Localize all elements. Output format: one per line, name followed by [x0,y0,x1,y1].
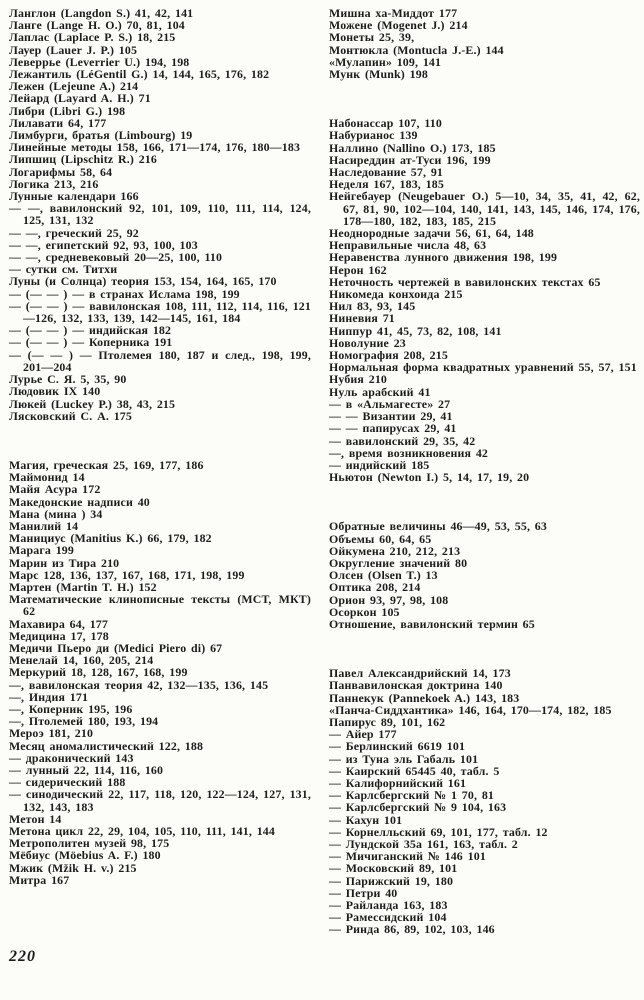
index-group [329,117,640,483]
index-entry: Папирус 89, 101, 162 [329,714,446,729]
index-group [9,459,311,886]
index-entry: Месяц аномалистический 122, 188 [9,738,204,753]
index-entry: Манилий 14 [9,518,79,533]
index-entry: Математические клинописные тексты (МСТ, МКТ) 62 [9,592,311,619]
index-entry: Медичи Пьеро ди (Medici Piero di) 67 [9,640,223,655]
index-entry: Лауер (Lauer J. P.) 105 [9,42,138,57]
index-entry: — Мичиганский № 146 101 [329,849,486,864]
index-entry: — вавилонский 29, 35, 42 [329,433,476,448]
index-entry: —, Птолемей 180, 193, 194 [9,714,159,729]
index-entry: — Ринда 86, 89, 102, 103, 146 [329,922,495,937]
index-entry: Наследование 57, 91 [329,165,444,180]
index-entry: Орион 93, 97, 98, 108 [329,592,449,607]
index-entry: — синодический 22, 117, 118, 120, 122—124, 127, 131, 132, 143, 183 [9,787,311,814]
index-entry: Манициус (Manitius K.) 66, 179, 182 [9,531,212,546]
index-entry: Мартен (Martin T. H.) 152 [9,579,157,594]
index-entry: Набурианос 139 [329,128,418,143]
index-entry: —, вавилонская теория 42, 132—135, 136, 145 [9,677,269,692]
index-entry: Нейгебауер (Neugebauer O.) 5—10, 34, 35, 41, 42, 62, 67, 81, 90, 102—104, 140, 141, 143, 145, 146, 174, 176, 178—180, 182, 183, 185, 215 [329,189,640,228]
index-entry: — Кахун 101 [329,812,403,827]
page-number: 220 [9,948,36,965]
index-entry: Новолуние 23 [329,335,406,350]
index-entry: Логарифмы 58, 64 [9,164,113,179]
index-entry: — (— — ) — Коперника 191 [9,335,173,350]
index-entry: Мунк (Munk) 198 [329,67,428,82]
index-entry: Луны (и Солнца) теория 153, 154, 164, 165, 170 [9,274,277,289]
index-entry: Неоднородные задачи 56, 61, 64, 148 [329,226,534,241]
index-entry: — (— — ) — Птолемея 180, 187 и след., 198, 199, 201—204 [9,347,311,374]
index-entry: Ниневия 71 [329,311,395,326]
index-entry: Македонские надписи 40 [9,494,150,509]
index-entry: Неточность чертежей в вавилонских текстах 65 [329,274,601,289]
index-entry: Нерон 162 [329,262,387,277]
index-entry: Люкей (Luckey P.) 38, 43, 215 [9,396,176,411]
index-entry: — —, средневековый 20—25, 100, 110 [9,250,223,265]
index-entry: Паннекук (Pannekoek A.) 143, 183 [329,690,520,705]
index-group [329,7,640,80]
index-column-left [9,7,311,936]
index-entry: Маймонид 14 [9,470,85,485]
index-entry: Леверрье (Leverrier U.) 194, 198 [9,54,190,69]
index-entry: Осоркон 105 [329,604,400,619]
index-entry: — —, вавилонский 92, 101, 109, 110, 111, 114, 124, 125, 131, 132 [9,201,311,228]
index-entry: Ниппур 41, 45, 73, 82, 108, 141 [329,323,502,338]
index-entry: Мероэ 181, 210 [9,726,94,741]
index-entry: — драконический 143 [9,750,134,765]
index-entry: — лунный 22, 114, 116, 160 [9,762,164,777]
index-entry: Меркурий 18, 128, 167, 168, 199 [9,665,188,680]
index-entry: Лимбурги, братья (Limbourg) 19 [9,128,193,143]
index-entry: Отношение, вавилонский термин 65 [329,616,535,631]
index-entry: — Лундской 35а 161, 163, табл. 2 [329,836,518,851]
index-entry: Павел Александрийский 14, 173 [329,666,511,681]
index-entry: Обратные величины 46—49, 53, 55, 63 [329,519,547,534]
index-entry: Марин из Тира 210 [9,555,120,570]
index-entry: Махавира 64, 177 [9,616,108,631]
index-entry: Лунные календари 166 [9,189,139,204]
index-entry: Оптика 208, 214 [329,580,421,595]
index-entry: Медицина 17, 178 [9,628,109,643]
index-entry: — Каирский 65445 40, табл. 5 [329,763,500,778]
index-entry: Ньютон (Newton I.) 5, 14, 17, 19, 20 [329,470,530,485]
index-entry: — Берлинский 6619 101 [329,739,466,754]
index-entry: Никомеда конхоида 215 [329,287,463,302]
index-entry: Мана (мина ) 34 [9,506,103,521]
index-entry: Магия, греческая 25, 169, 177, 186 [9,457,204,472]
index-entry: Людовик IX 140 [9,384,101,399]
index-entry: — Райланда 163, 183 [329,898,448,912]
index-entry: Ойкумена 210, 212, 213 [329,543,461,558]
index-entry: Майя Асура 172 [9,482,101,497]
index-entry: Марс 128, 136, 137, 167, 168, 171, 198, 199 [9,567,245,582]
index-entry: —, Индия 171 [9,689,89,704]
index-entry: Нуль арабский 41 [329,384,431,399]
index-entry: — (— — ) — в странах Ислама 198, 199 [9,286,240,301]
index-entry: Лурье С. Я. 5, 35, 90 [9,372,127,387]
index-entry: Мжик (Mžik H. v.) 215 [9,860,137,875]
index-entry: Нормальная форма квадратных уравнений 55, 57, 151 [329,360,637,375]
index-entry: — Петри 40 [329,885,398,900]
index-entry: Митра 167 [9,872,70,887]
index-entry: —, Коперник 195, 196 [9,701,133,716]
index-entry: Метона цикл 22, 29, 104, 105, 110, 111, 141, 144 [9,824,275,838]
index-entry: Округление значений 80 [329,555,468,570]
index-entry: Лясковский С. А. 175 [9,408,132,423]
index-entry: — —, египетский 92, 93, 100, 103 [9,237,198,252]
index-entry: «Мулапин» 109, 141 [329,54,442,69]
index-entry: Мёбиус (Möebius A. F.) 180 [9,848,161,863]
index-entry: Наллино (Nallino O.) 173, 185 [329,140,496,155]
index-entry: Монеты 25, 39, [329,30,415,45]
index-entry: Набонассар 107, 110 [329,116,442,131]
index-entry: Панвавилонская доктрина 140 [329,678,503,693]
index-entry: — Карлсбергский № 9 104, 163 [329,800,507,815]
index-entry: — из Туна эль Габаль 101 [329,751,479,766]
index-entry: Насиреддин ат-Туси 196, 199 [329,152,491,167]
index-entry: Неделя 167, 183, 185 [329,177,444,192]
index-entry: — сидерический 188 [9,775,126,790]
index-entry: Ланге (Lange H. O.) 70, 81, 104 [9,18,185,33]
index-entry: Лилавати 64, 177 [9,115,107,130]
index-group [329,520,640,630]
index-entry: Липшиц (Lipschitz R.) 216 [9,152,157,167]
index-entry: Метрополитен музей 98, 175 [9,836,170,851]
index-entry: Монтюкла (Montucla J.-E.) 144 [329,42,504,57]
index-entry: — — папирусах 29, 41 [329,421,457,436]
index-entry: — (— — ) — индийская 182 [9,323,172,338]
index-entry: «Панча-Сиддхантика» 146, 164, 170—174, 182, 185 [329,702,612,717]
index-entry: — Корнелльский 69, 101, 177, табл. 12 [329,824,548,839]
index-entry: Лежантиль (LéGentil G.) 14, 144, 165, 176, 182 [9,67,270,82]
index-entry: Либри (Libri G.) 198 [9,103,126,118]
index-entry: — индийский 185 [329,457,430,472]
index-entry: Лейард (Layard A. H.) 71 [9,91,151,106]
index-entry: — — Византии 29, 41 [329,409,453,424]
index-entry: — Айер 177 [329,727,397,742]
index-group [329,667,640,935]
index-entry: Олсен (Olsen T.) 13 [329,568,438,583]
index-entry: Мишна ха-Миддот 177 [329,6,458,20]
index-entry: Лаплас (Laplace P. S.) 18, 215 [9,30,176,45]
index-entry: — Парижский 19, 180 [329,873,454,888]
index-entry: Можене (Mogenet J.) 214 [329,18,468,33]
index-entry: — —, греческий 25, 92 [9,225,139,240]
index-entry: Метон 14 [9,811,62,826]
index-entry: Логика 213, 216 [9,176,99,191]
index-entry: Менелай 14, 160, 205, 214 [9,653,154,668]
index-entry: — в «Альмагесте» 27 [329,396,451,411]
index-entry: Неравенства лунного движения 198, 199 [329,250,558,265]
index-entry: Лежен (Lejeune A.) 214 [9,79,139,94]
index-entry: — Карлсбергский № 1 70, 81 [329,788,495,803]
index-entry: Марага 199 [9,543,74,558]
index-entry: Неправильные числа 48, 63 [329,238,487,253]
index-entry: Номография 208, 215 [329,348,448,363]
index-entry: Объемы 60, 64, 65 [329,531,432,546]
index-entry: — Рамессидский 104 [329,910,447,925]
index-entry: Линейные методы 158, 166, 171—174, 176, 180—183 [9,140,301,155]
index-entry: — Московский 89, 101 [329,861,458,876]
index-entry: —, время возникновения 42 [329,445,489,460]
index-entry: Ланглон (Langdon S.) 41, 42, 141 [9,6,194,20]
index-entry: Нубия 210 [329,372,388,387]
index-entry: — Калифорнийский 161 [329,775,467,790]
index-entry: — сутки см. Титхи [9,262,118,277]
index-entry: Нил 83, 93, 145 [329,299,416,314]
index-column-right [329,7,640,936]
index-group [9,7,311,422]
index-entry: — (— — ) — вавилонская 108, 111, 112, 114, 116, 121—126, 132, 133, 139, 142—145, 161, 184 [9,298,311,326]
